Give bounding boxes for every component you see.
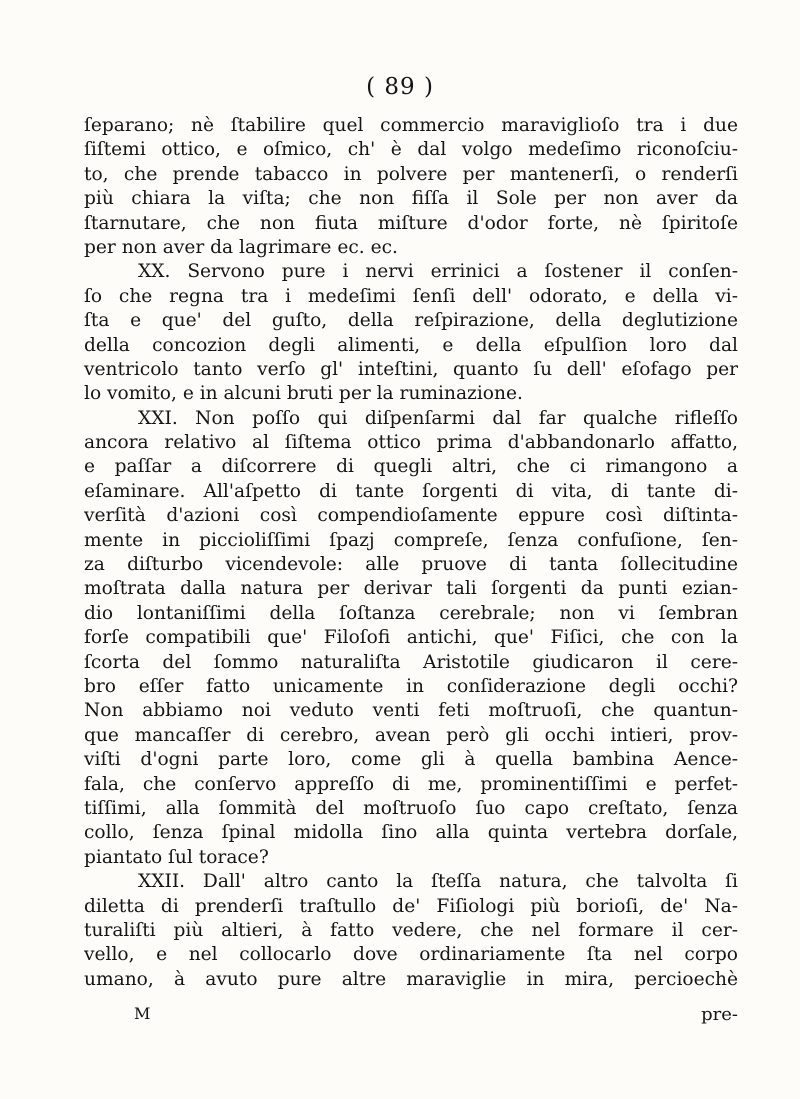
body-text	[84, 114, 738, 992]
text-line: e paſſar a diſcorrere di quegli altri, che ci rimangono a	[84, 456, 738, 478]
signature-mark: M	[134, 1004, 151, 1023]
text-line: ſeparano; nè ſtabilire quel commercio maraviglioſo tra i due	[84, 115, 738, 136]
text-line: viſti d'ogni parte loro, come gli à quella bambina Aence-	[84, 749, 738, 771]
text-line: Non abbiamo noi veduto venti feti moſtruoſi, che quantun-	[84, 700, 738, 722]
text-line: dio lontaniſſimi della ſoſtanza cerebrale; non vi ſembran	[84, 602, 738, 624]
paragraph-start-xxii: XXII. Dall' altro canto la ſteſſa natura, che talvolta ſi	[138, 871, 738, 893]
paragraph-start-xx: XX. Servono pure i nervi errinici a ſostener il conſen-	[138, 261, 738, 283]
text-line: verſità d'azioni così compendioſamente eppure così diſtinta-	[84, 505, 738, 527]
text-line: bro eſſer fatto unicamente in conſiderazione degli occhi?	[84, 675, 738, 697]
text-line: per non aver da lagrimare ec. ec.	[84, 236, 398, 258]
text-line: eſaminare. All'aſpetto di tante ſorgenti di vita, di tante di-	[84, 480, 738, 502]
text-line: ſcorta del ſommo naturaliſta Aristotile giudicaron il cere-	[84, 651, 738, 673]
text-line: moſtrata dalla natura per derivar tali ſorgenti da punti ezian-	[84, 578, 738, 600]
text-line: vello, e nel collocarlo dove ordinariamente ſta nel corpo	[84, 944, 738, 966]
text-line: to, che prende tabacco in polvere per mantenerſi, o renderſi	[84, 163, 738, 185]
text-line: ancora relativo al ſiſtema ottico prima d'abbandonarlo affatto,	[84, 432, 738, 454]
text-line: piantato ſul torace?	[84, 846, 269, 868]
text-line: della concozion degli alimenti, e della eſpulſion loro dal	[84, 334, 738, 356]
page-number: ( 89 )	[366, 74, 434, 100]
text-line: umano, à avuto pure altre maraviglie in mira, percioechè	[84, 968, 738, 990]
text-line: que mancaſſer di cerebro, avean però gli occhi intieri, prov-	[84, 724, 738, 746]
text-line: ſiſtemi ottico, e oſmico, ch' è dal volgo medeſimo riconoſciu-	[84, 139, 738, 161]
text-line: collo, ſenza ſpinal midolla ſino alla quinta vertebra dorſale,	[84, 822, 738, 844]
text-line: turaliſti più altieri, à fatto vedere, che nel formare il cer-	[84, 919, 738, 941]
text-line: lo vomito, e in alcuni bruti per la ruminazione.	[84, 383, 523, 405]
text-line: za diſturbo vicendevole: alle pruove di tanta ſollecitudine	[84, 554, 738, 576]
text-line: fala, che conſervo appreſſo di me, prominentiſſimi e perfet-	[84, 773, 738, 795]
paragraph-start-xxi: XXI. Non poſſo qui diſpenſarmi dal far qualche rifleſſo	[138, 407, 738, 429]
text-line: tiſſimi, alla ſommità del moſtruoſo ſuo capo creſtato, ſenza	[84, 797, 738, 819]
text-line: diletta di prenderſi traſtullo de' Fiſiologi più borioſi, de' Na-	[84, 895, 738, 917]
text-line: forſe compatibili que' Filoſofi antichi, que' Fiſici, che con la	[84, 627, 738, 649]
text-line: ventricolo tanto verſo gl' inteſtini, quanto ſu dell' eſofago per	[84, 358, 738, 380]
text-line: ſtarnutare, che non fiuta miſture d'odor forte, nè ſpiritoſe	[84, 212, 738, 234]
catchword: pre-	[701, 1004, 738, 1025]
text-line: ſta e que' del guſto, della reſpirazione, della deglutizione	[84, 310, 738, 332]
text-line: mente in piccioliſſimi ſpazj compreſe, ſenza confuſione, ſen-	[84, 529, 738, 551]
text-line: ſo che regna tra i medeſimi ſenſi dell' odorato, e della vi-	[84, 285, 738, 307]
text-line: più chiara la viſta; che non fiſſa il Sole per non aver da	[84, 188, 738, 210]
